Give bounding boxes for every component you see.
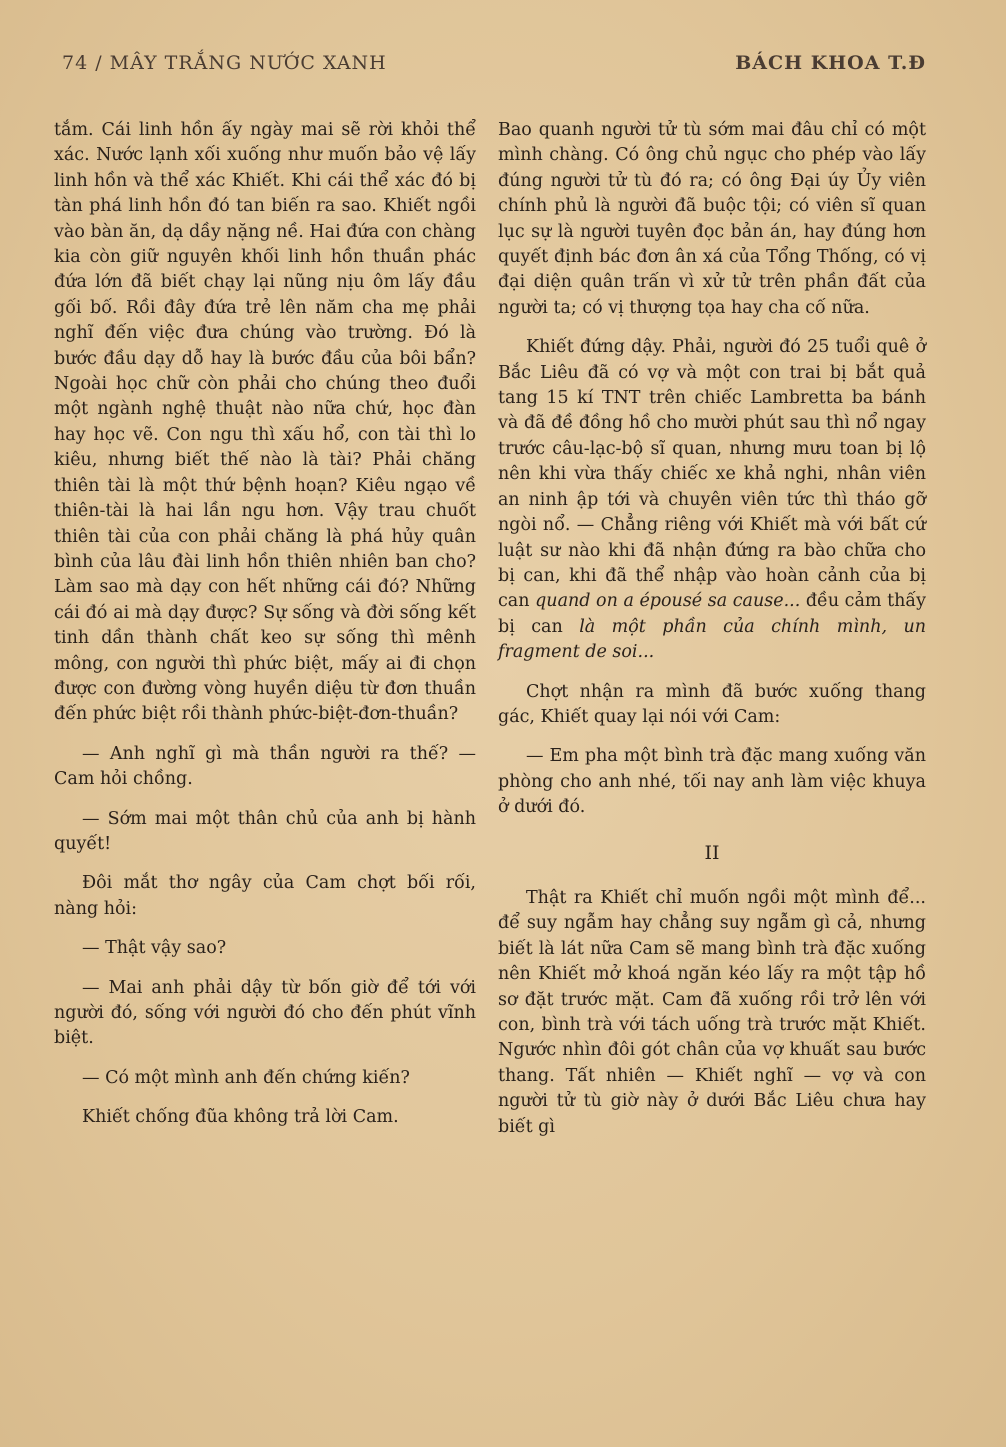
french-phrase: là một phần của chính mình, un fragment de soi... bbox=[498, 616, 927, 663]
section-number: II bbox=[704, 841, 720, 864]
paragraph: — Có một mình anh đến chứng kiến? bbox=[82, 1067, 410, 1088]
french-phrase: quand on a épousé sa cause... bbox=[535, 591, 801, 612]
magazine-name: BÁCH KHOA T.Đ bbox=[735, 52, 926, 74]
paragraph: Khiết chống đũa không trả lời Cam. bbox=[82, 1107, 399, 1128]
paragraph: tắm. Cái linh hồn ấy ngày mai sẽ rời khỏi thể xác. Nước lạnh xối xuống như muốn bảo vệ lấy linh hồn và thể xác Khiết. Khi cái thể xác đó bị tàn phá linh hồn đó tan biến ra sao. Khiết ngồi vào bàn ăn, dạ dầy nặng nề. Hai đứa con chàng kia còn giữ nguyên khối linh hồn thuần phác đứa lớn đã biết chạy lại nũng nịu ôm lấy đầu gối bố. Rồi đây đứa trẻ lên năm cha mẹ phải nghĩ đến việc đưa chúng vào trường. Đó là bước đầu dạy dỗ hay là bước đầu của bôi bẩn? Ngoài học chữ còn phải cho chúng theo đuổi một ngành nghệ thuật nào nữa chứ, học đàn hay học vẽ. Con ngu thì xấu hổ, con tài thì lo kiêu, nhưng biết thế nào là tài? Phải chăng thiên tài là một thứ bệnh hoạn? Kiêu ngạo về thiên-tài là hai lần ngu hơn. Vậy trau chuốt thiên tài của con phải chăng là phá hủy quân bình của lâu đài linh hồn thiên nhiên ban cho? Làm sao mà dạy con hết những cái đó? Những cái đó ai mà dạy được? Sự sống và đời sống kết tinh dần thành chất keo sự sống thì mênh mông, con người thì phức biệt, mấy ai đi chọn được con đường vòng huyền diệu từ đơn thuần đến phức biệt rồi thành phức-biệt-đơn-thuần? bbox=[54, 120, 476, 725]
right-column bbox=[498, 118, 926, 1149]
paragraph: Đôi mắt thơ ngây của Cam chợt bối rối, nàng hỏi: bbox=[54, 873, 476, 919]
paragraph: — Anh nghĩ gì mà thần người ra thế? — Cam hỏi chồng. bbox=[54, 743, 476, 790]
paragraph bbox=[498, 335, 926, 665]
paragraph: Bao quanh người tử tù sớm mai đâu chỉ có một mình chàng. Có ông chủ ngục cho phép vào lấy đúng người tử tù đó ra; có ông Đại úy Ủy viên chính phủ là người đã buộc tội; có viên sĩ quan lục sự là người tuyên đọc bản án, hay đúng hơn quyết định bác đơn ân xá của Tổng Thống, có vị đại diện quân trấn vì xử tử trên phần đất của người ta; có vị thượng tọa hay cha cố nữa. bbox=[498, 120, 926, 318]
paragraph: — Sớm mai một thân chủ của anh bị hành quyết! bbox=[54, 808, 476, 854]
paragraph: — Thật vậy sao? bbox=[82, 938, 227, 959]
text-run: đều cảm thấy bị can bbox=[498, 591, 926, 637]
paragraph: — Mai anh phải dậy từ bốn giờ để tới với người đó, sống với người đó cho đến phút vĩnh biệt. bbox=[54, 977, 476, 1049]
paragraph: Thật ra Khiết chỉ muốn ngồi một mình để... để suy ngẫm hay chẳng suy ngẫm gì cả, nhưng biết là lát nữa Cam sẽ mang bình trà đặc xuống nên Khiết mở khoá ngăn kéo lấy ra một tập hồ sơ đặt trước mặt. Cam đã xuống rồi trở lên với con, bình trà với tách uống trà trước mặt Khiết. Ngước nhìn đôi gót chân của vợ khuất sau bước thang. Tất nhiên — Khiết nghĩ — vợ và con người tử tù giờ này ở dưới Bắc Liêu chưa hay biết gì bbox=[498, 887, 926, 1137]
paragraph: Chợt nhận ra mình đã bước xuống thang gác, Khiết quay lại nói với Cam: bbox=[498, 681, 926, 727]
page-number-and-title: 74 / MÂY TRẮNG NƯỚC XANH bbox=[62, 52, 387, 74]
text-run: Khiết đứng dậy. Phải, người đó 25 tuổi quê ở Bắc Liêu đã có vợ và một con trai bị bắt quả tang 15 kí TNT trên chiếc Lambretta ba bánh và đã đề đồng hồ cho mười phút sau thì nổ ngay trước câu-lạc-bộ sĩ quan, nhưng mưu toan bị lộ nên khi vừa thấy chiếc xe khả nghi, nhân viên an ninh ập tới và chuyên viên tức thì tháo gỡ ngòi nổ. — Chẳng riêng với Khiết mà với bất cứ luật sư nào khi đã nhận đứng ra bào chữa cho bị can, khi đã thể nhập vào hoàn cảnh của bị can bbox=[498, 337, 926, 612]
running-header bbox=[62, 52, 926, 82]
paragraph: — Em pha một bình trà đặc mang xuống văn phòng cho anh nhé, tối nay anh làm việc khuya ở dưới đó. bbox=[498, 746, 926, 818]
left-column bbox=[54, 118, 476, 1140]
